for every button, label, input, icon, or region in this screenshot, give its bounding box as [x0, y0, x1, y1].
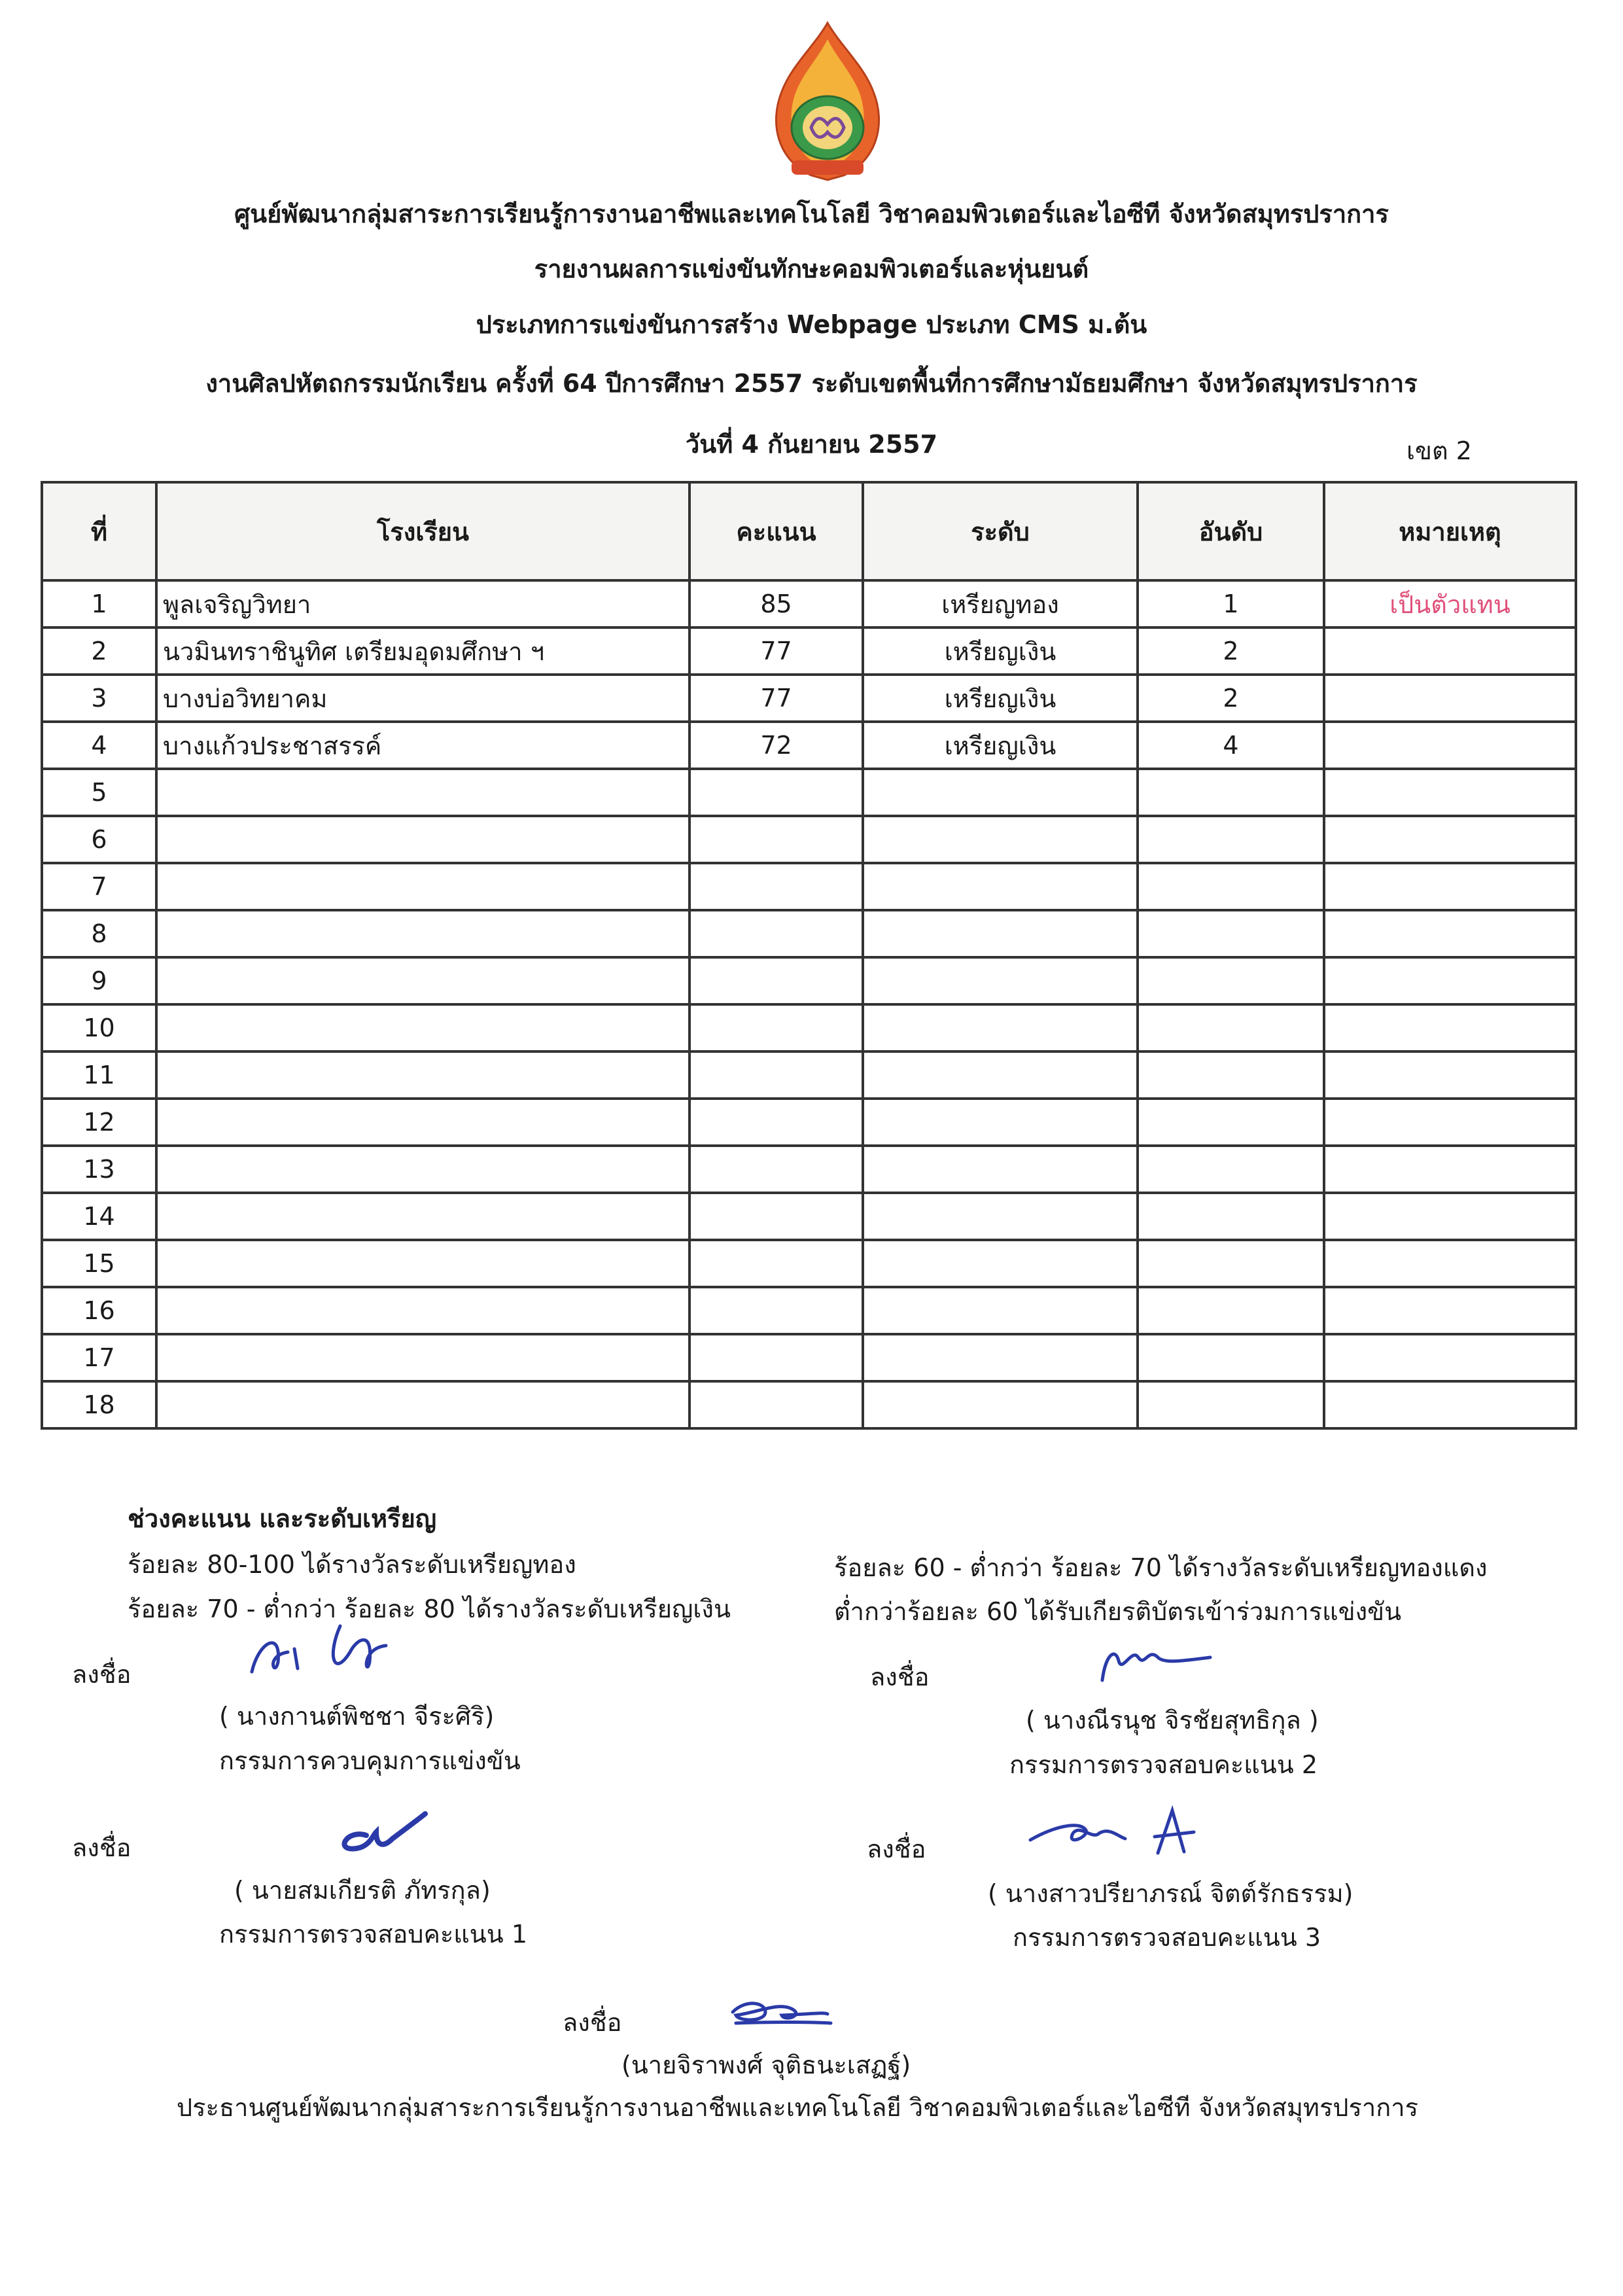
cell-school [156, 910, 689, 957]
cell-score [689, 957, 863, 1004]
criteria-participation: ต่ำกว่าร้อยละ 60 ได้รับเกียรติบัตรเข้าร่วมการแข่งขัน [834, 1597, 1402, 1626]
cell-school [156, 863, 689, 910]
cell-no: 6 [42, 816, 156, 863]
cell-score [689, 1240, 863, 1287]
cell-score [689, 1146, 863, 1193]
cell-rank [1138, 769, 1324, 816]
col-header-score: คะแนน [689, 482, 863, 580]
cell-score [689, 1099, 863, 1146]
table-row [42, 1146, 1576, 1193]
signer-name: ( นางกานต์พิชชา จีระศิริ) [219, 1702, 495, 1731]
cell-note [1324, 1146, 1576, 1193]
cell-no: 1 [42, 580, 156, 627]
cell-rank [1138, 1381, 1324, 1428]
signer-role: กรรมการตรวจสอบคะแนน 1 [219, 1920, 527, 1949]
cell-no: 9 [42, 957, 156, 1004]
col-header-level: ระดับ [863, 482, 1138, 580]
cell-note [1324, 722, 1576, 769]
cell-no: 17 [42, 1334, 156, 1381]
cell-rank [1138, 1004, 1324, 1051]
cell-level [863, 1381, 1138, 1428]
criteria-gold: ร้อยละ 80-100 ได้รางวัลระดับเหรียญทอง [128, 1550, 576, 1579]
cell-rank [1138, 1146, 1324, 1193]
signer-name: ( นางสาวปรียาภรณ์ จิตต์รักธรรม) [988, 1879, 1353, 1908]
cell-school [156, 1099, 689, 1146]
cell-level: เหรียญทอง [863, 580, 1138, 627]
competition-date: วันที่ 4 กันยายน 2557 [685, 430, 938, 459]
cell-no: 11 [42, 1051, 156, 1099]
cell-note [1324, 1287, 1576, 1334]
table-row [42, 863, 1576, 910]
cell-score [689, 1287, 863, 1334]
cell-no: 16 [42, 1287, 156, 1334]
cell-score [689, 1193, 863, 1240]
cell-no: 12 [42, 1099, 156, 1146]
cell-rank [1138, 1334, 1324, 1381]
cell-note [1324, 675, 1576, 722]
cell-no: 7 [42, 863, 156, 910]
cell-no: 8 [42, 910, 156, 957]
col-header-no: ที่ [42, 482, 156, 580]
cell-note: เป็นตัวแทน [1324, 580, 1576, 627]
sign-label: ลงชื่อ [72, 1660, 131, 1689]
signer-name: ( นายสมเกียรติ ภัทรกุล) [234, 1876, 491, 1905]
table-header-row [42, 482, 1576, 580]
cell-score [689, 1334, 863, 1381]
signature-image [720, 1983, 916, 2048]
event-info: งานศิลปหัตถกรรมนักเรียน ครั้งที่ 64 ปีการศึกษา 2557 ระดับเขตพื้นที่การศึกษามัธยมศึกษา จังหวัดสมุทรปราการ [205, 369, 1418, 398]
cell-no: 14 [42, 1193, 156, 1240]
cell-level: เหรียญเงิน [863, 675, 1138, 722]
col-header-rank: อันดับ [1138, 482, 1324, 580]
cell-school [156, 1193, 689, 1240]
cell-school: นวมินทราชินูทิศ เตรียมอุดมศึกษา ฯ [156, 627, 689, 675]
table-row [42, 1193, 1576, 1240]
signature-image [242, 1616, 438, 1682]
table-body [42, 580, 1576, 1428]
ministry-emblem-logo [765, 20, 890, 183]
cell-note [1324, 1240, 1576, 1287]
cell-note [1324, 627, 1576, 675]
cell-rank: 1 [1138, 580, 1324, 627]
cell-score: 85 [689, 580, 863, 627]
table-row [42, 722, 1576, 769]
table-row [42, 580, 1576, 627]
cell-level [863, 1193, 1138, 1240]
sign-label: ลงชื่อ [867, 1835, 926, 1863]
signer-role: กรรมการตรวจสอบคะแนน 3 [1013, 1923, 1321, 1952]
cell-note [1324, 816, 1576, 863]
cell-school [156, 1146, 689, 1193]
cell-level: เหรียญเงิน [863, 627, 1138, 675]
cell-no: 5 [42, 769, 156, 816]
criteria-silver: ร้อยละ 70 - ต่ำกว่า ร้อยละ 80 ได้รางวัลระดับเหรียญเงิน [128, 1595, 731, 1623]
table-row [42, 1099, 1576, 1146]
cell-rank [1138, 957, 1324, 1004]
cell-level [863, 1287, 1138, 1334]
cell-school [156, 1381, 689, 1428]
cell-score [689, 816, 863, 863]
cell-school [156, 1240, 689, 1287]
cell-score: 72 [689, 722, 863, 769]
cell-rank: 2 [1138, 627, 1324, 675]
cell-score [689, 769, 863, 816]
cell-no: 18 [42, 1381, 156, 1428]
col-header-note: หมายเหตุ [1324, 482, 1576, 580]
cell-no: 13 [42, 1146, 156, 1193]
cell-no: 4 [42, 722, 156, 769]
table-row [42, 816, 1576, 863]
cell-no: 15 [42, 1240, 156, 1287]
cell-note [1324, 1051, 1576, 1099]
cell-note [1324, 1334, 1576, 1381]
cell-rank [1138, 1240, 1324, 1287]
table-row [42, 627, 1576, 675]
table-row [42, 910, 1576, 957]
col-header-school: โรงเรียน [156, 482, 689, 580]
cell-score [689, 1381, 863, 1428]
cell-school [156, 1334, 689, 1381]
cell-level [863, 769, 1138, 816]
cell-no: 10 [42, 1004, 156, 1051]
signature-image [321, 1799, 517, 1865]
table-row [42, 1051, 1576, 1099]
cell-note [1324, 1193, 1576, 1240]
cell-score [689, 863, 863, 910]
cell-note [1324, 863, 1576, 910]
cell-school: บางแก้วประชาสรรค์ [156, 722, 689, 769]
competition-category: ประเภทการแข่งขันการสร้าง Webpage ประเภท CMS ม.ต้น [476, 310, 1147, 339]
center-name: ศูนย์พัฒนากลุ่มสาระการเรียนรู้การงานอาชีพและเทคโนโลยี วิชาคอมพิวเตอร์และไอซีที จังหวัดสมุทรปราการ [234, 200, 1389, 228]
cell-score [689, 910, 863, 957]
cell-rank [1138, 1287, 1324, 1334]
chair-name: (นายจิราพงศ์ จุติธนะเสฏฐ์) [621, 2051, 911, 2079]
cell-note [1324, 769, 1576, 816]
cell-school: พูลเจริญวิทยา [156, 580, 689, 627]
cell-note [1324, 957, 1576, 1004]
zone-label: เขต 2 [1406, 436, 1472, 465]
cell-score: 77 [689, 675, 863, 722]
cell-school [156, 769, 689, 816]
table-row [42, 1004, 1576, 1051]
cell-rank [1138, 816, 1324, 863]
cell-score [689, 1004, 863, 1051]
criteria-bronze: ร้อยละ 60 - ต่ำกว่า ร้อยละ 70 ได้รางวัลระดับเหรียญทองแดง [834, 1553, 1488, 1582]
sign-label: ลงชื่อ [72, 1833, 131, 1862]
signer-role: กรรมการควบคุมการแข่งขัน [219, 1746, 521, 1775]
cell-rank [1138, 1051, 1324, 1099]
results-table [41, 481, 1577, 1430]
cell-level [863, 1004, 1138, 1051]
cell-score [689, 1051, 863, 1099]
cell-rank: 2 [1138, 675, 1324, 722]
cell-school [156, 1051, 689, 1099]
cell-rank [1138, 1193, 1324, 1240]
criteria-title: ช่วงคะแนน และระดับเหรียญ [128, 1504, 437, 1533]
cell-school [156, 816, 689, 863]
signer-role: กรรมการตรวจสอบคะแนน 2 [1009, 1750, 1318, 1779]
cell-no: 2 [42, 627, 156, 675]
table-row [42, 675, 1576, 722]
cell-rank [1138, 910, 1324, 957]
cell-level [863, 1240, 1138, 1287]
signature-image [1086, 1621, 1282, 1687]
cell-note [1324, 1381, 1576, 1428]
cell-school [156, 957, 689, 1004]
table-row [42, 769, 1576, 816]
signature-image [1027, 1801, 1223, 1866]
cell-rank [1138, 1099, 1324, 1146]
cell-level [863, 1334, 1138, 1381]
cell-note [1324, 1099, 1576, 1146]
table-row [42, 1381, 1576, 1428]
cell-no: 3 [42, 675, 156, 722]
cell-score: 77 [689, 627, 863, 675]
cell-school [156, 1004, 689, 1051]
table-row [42, 1240, 1576, 1287]
table-row [42, 1334, 1576, 1381]
cell-level [863, 816, 1138, 863]
cell-level [863, 1146, 1138, 1193]
cell-level [863, 1099, 1138, 1146]
sign-label: ลงชื่อ [870, 1663, 930, 1691]
cell-school [156, 1287, 689, 1334]
report-title: รายงานผลการแข่งขันทักษะคอมพิวเตอร์และหุ่นยนต์ [534, 255, 1089, 283]
cell-level [863, 863, 1138, 910]
table-row [42, 957, 1576, 1004]
signer-name: ( นางณีรนุช จิรชัยสุทธิกุล ) [1026, 1706, 1319, 1735]
sign-label: ลงชื่อ [563, 2008, 622, 2037]
cell-rank [1138, 863, 1324, 910]
cell-school: บางบ่อวิทยาคม [156, 675, 689, 722]
cell-rank: 4 [1138, 722, 1324, 769]
table-row [42, 1287, 1576, 1334]
cell-level: เหรียญเงิน [863, 722, 1138, 769]
cell-level [863, 957, 1138, 1004]
cell-level [863, 1051, 1138, 1099]
cell-level [863, 910, 1138, 957]
cell-note [1324, 1004, 1576, 1051]
cell-note [1324, 910, 1576, 957]
chair-role: ประธานศูนย์พัฒนากลุ่มสาระการเรียนรู้การงานอาชีพและเทคโนโลยี วิชาคอมพิวเตอร์และไอซีที จังหวัดสมุทรปราการ [177, 2093, 1418, 2122]
